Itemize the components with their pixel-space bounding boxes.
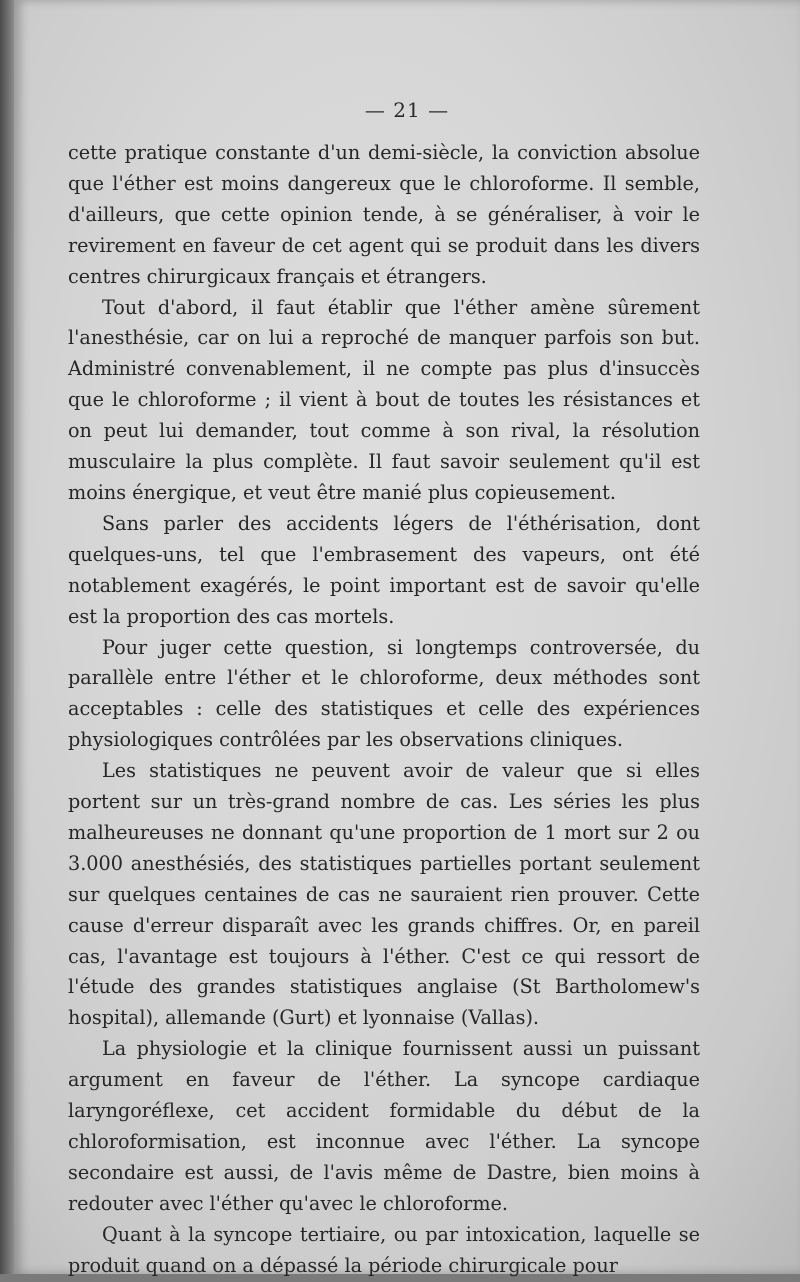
paragraph-1: cette pratique constante d'un demi-siècle, la conviction absolue que l'éther est moins dangereux que le chloroforme. Il semble, d'ailleurs, que cette opinion tende, à se généraliser, à voir le revirement en faveur de cet agent qui se produit dans les divers centres chirurgicaux français et étrangers. [68, 141, 700, 288]
paragraph-5: Les statistiques ne peuvent avoir de valeur que si elles portent sur un très-grand nombre de cas. Les séries les plus malheureuses ne donnant qu'une proportion de 1 mort sur 2 ou 3.000 anesthésiés, des statistiques partielles portant seulement sur quelques centaines de cas ne sauraient rien prouver. Cette cause d'erreur disparaît avec les grands chiffres. Or, en pareil cas, l'avantage est toujours à l'éther. C'est ce qui ressort de l'étude des grandes statistiques anglaise (St Bartholomew's hospital), allemande (Gurt) et lyonnaise (Vallas). [68, 759, 700, 1030]
paragraph-3: Sans parler des accidents légers de l'éthérisation, dont quelques-uns, tel que l'embrasement des vapeurs, ont été notablement exagérés, le point important est de savoir qu'elle est la proportion des cas mortels. [68, 511, 700, 628]
paragraph-4: Pour juger cette question, si longtemps controversée, du parallèle entre l'éther et le chloroforme, deux méthodes sont acceptables : celle des statistiques et celle des expériences physiologiques contrôlées par les observations cliniques. [68, 635, 700, 752]
page-number: — 21 — [364, 98, 450, 122]
paragraph-2: Tout d'abord, il faut établir que l'éther amène sûrement l'anesthésie, car on lui a reproché de manquer parfois son but. Administré convenablement, il ne compte pas plus d'insuccès que le chloroforme ; il vient à bout de toutes les résistances et on peut lui demander, tout comme à son rival, la résolution musculaire la plus complète. Il faut savoir seulement qu'il est moins énergique, et veut être manié plus copieusement. [68, 295, 700, 504]
body-text [68, 138, 700, 1282]
book-gutter-edge [0, 0, 14, 1274]
paragraph-7: Quant à la syncope tertiaire, ou par intoxication, laquelle se produit quand on a dépassé la période chirurgicale pour [68, 1222, 700, 1277]
paragraph-6: La physiologie et la clinique fournissent aussi un puissant argument en faveur de l'éther. La syncope cardiaque laryngoréflexe, cet accident formidable du début de la chloroformisation, est inconnue avec l'éther. La syncope secondaire est aussi, de l'avis même de Dastre, bien moins à redouter avec l'éther qu'avec le chloroforme. [68, 1037, 700, 1215]
